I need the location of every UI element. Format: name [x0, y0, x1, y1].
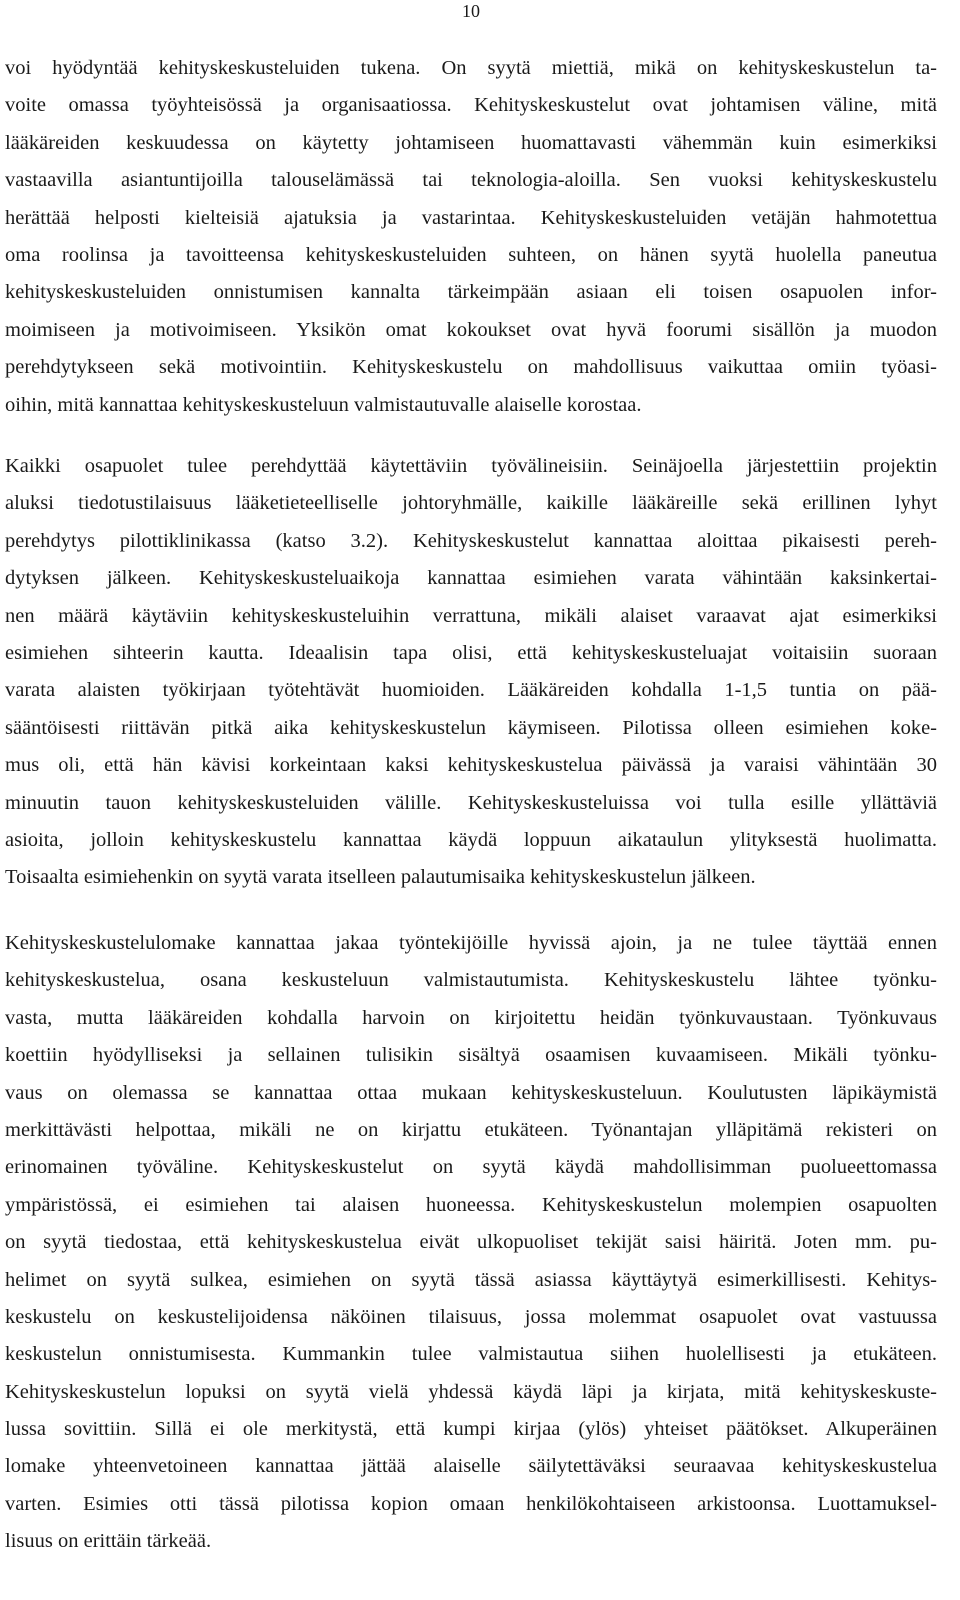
text-line: kehityskeskustelua, osana keskusteluun valmistautumista. Kehityskeskustelu lähtee työnku-	[5, 969, 937, 992]
text-line: lääkäreiden keskuudessa on käytetty johtamiseen huomattavasti vähemmän kuin esimerkiksi	[5, 131, 937, 154]
text-line: varata alaisten työkirjaan työtehtävät huomioiden. Lääkäreiden kohdalla 1-1,5 tuntia on pää-	[5, 679, 937, 702]
text-line: vasta, mutta lääkäreiden kohdalla harvoin on kirjoitettu heidän työnkuvaustaan. Työnkuvaus	[5, 1006, 937, 1029]
text-line: vastaavilla asiantuntijoilla talouselämässä tai teknologia-aloilla. Sen vuoksi kehityskeskustelu	[5, 169, 937, 192]
text-line: voite omassa työyhteisössä ja organisaatiossa. Kehityskeskustelut ovat johtamisen väline, mitä	[5, 94, 937, 117]
text-line: herättää helposti kielteisiä ajatuksia ja vastarintaa. Kehityskeskusteluiden vetäjän hahmotettua	[5, 206, 937, 229]
text-line: lisuus on erittäin tärkeää.	[5, 1530, 212, 1553]
text-line: asioita, jolloin kehityskeskustelu kannattaa käydä loppuun aikataulun ylityksestä huolimatta.	[5, 828, 937, 851]
text-line: Toisaalta esimiehenkin on syytä varata itselleen palautumisaika kehityskeskustelun jälkeen.	[5, 866, 756, 889]
text-line: Kehityskeskustelulomake kannattaa jakaa työntekijöille hyvissä ajoin, ja ne tulee täyttää ennen	[5, 932, 937, 954]
text-line: varten. Esimies otti tässä pilotissa kopion omaan henkilökohtaiseen arkistoonsa. Luottamuksel-	[5, 1492, 937, 1515]
text-line: moimiseen ja motivoimiseen. Yksikön omat kokoukset ovat hyvä foorumi sisällön ja muodon	[5, 318, 937, 341]
paragraph-1	[5, 50, 937, 424]
text-line: erinomainen työväline. Kehityskeskustelut on syytä käydä mahdollisimman puolueettomassa	[5, 1156, 937, 1179]
text-line: Kehityskeskustelun lopuksi on syytä vielä yhdessä käydä läpi ja kirjata, mitä kehityskeskuste-	[5, 1380, 937, 1403]
paragraph-3	[5, 925, 937, 1561]
text-line: merkittävästi helpottaa, mikäli ne on kirjattu etukäteen. Työnantajan ylläpitämä rekisteri on	[5, 1118, 937, 1141]
text-line: oihin, mitä kannattaa kehityskeskusteluun valmistautuvalle alaiselle korostaa.	[5, 393, 642, 416]
text-line: on syytä tiedostaa, että kehityskeskustelua eivät ulkopuoliset tekijät saisi häiritä. Joten mm. pu-	[5, 1231, 937, 1254]
text-line: Kaikki osapuolet tulee perehdyttää käytettäviin työvälineisiin. Seinäjoella järjestettiin projektin	[5, 455, 937, 477]
text-line: helimet on syytä sulkea, esimiehen on syytä tässä asiassa käyttäytyä esimerkillisesti. Kehitys-	[5, 1268, 937, 1291]
text-line: nen määrä käytäviin kehityskeskusteluihin verrattuna, mikäli alaiset varaavat ajat esimerkiksi	[5, 604, 937, 627]
text-line: kehityskeskusteluiden onnistumisen kannalta tärkeimpään asiaan eli toisen osapuolen infor-	[5, 281, 937, 304]
text-line: koettiin hyödylliseksi ja sellainen tulisikin sisältyä osaamisen kuvaamiseen. Mikäli työnku-	[5, 1044, 937, 1067]
text-line: esimiehen sihteerin kautta. Ideaalisin tapa olisi, että kehityskeskusteluajat voitaisiin suoraan	[5, 641, 937, 664]
text-line: dytyksen jälkeen. Kehityskeskusteluaikoja kannattaa esimiehen varata vähintään kaksinkertai-	[5, 567, 937, 590]
text-line: keskustelun onnistumisesta. Kummankin tulee valmistautua siihen huolellisesti ja etukäteen.	[5, 1343, 937, 1366]
paragraph-2	[5, 448, 937, 897]
text-line: perehdytykseen sekä motivointiin. Kehityskeskustelu on mahdollisuus vaikuttaa omiin työasi-	[5, 356, 937, 379]
text-line: aluksi tiedotustilaisuus lääketieteelliselle johtoryhmälle, kaikille lääkäreille sekä erillinen lyhyt	[5, 492, 937, 515]
text-line: oma roolinsa ja tavoitteensa kehityskeskusteluiden suhteen, on hänen syytä huolella paneutua	[5, 243, 937, 266]
text-line: lomake yhteenvetoineen kannattaa jättää alaiselle säilytettäväksi seuraavaa kehityskeskustelua	[5, 1455, 937, 1478]
page-number: 10	[462, 1, 480, 21]
text-line: sääntöisesti riittävän pitkä aika kehityskeskustelun käymiseen. Pilotissa olleen esimiehen koke-	[5, 716, 937, 739]
text-line: perehdytys pilottiklinikassa (katso 3.2). Kehityskeskustelut kannattaa aloittaa pikaisesti pereh-	[5, 529, 937, 552]
text-line: minuutin tauon kehityskeskusteluiden välille. Kehityskeskusteluissa voi tulla esille yllättäviä	[5, 791, 937, 814]
text-line: keskustelu on keskustelijoidensa näköinen tilaisuus, jossa molemmat osapuolet ovat vastuussa	[5, 1305, 937, 1328]
text-line: lussa sovittiin. Sillä ei ole merkitystä, että kumpi kirjaa (ylös) yhteiset päätökset. Alkuperäinen	[5, 1418, 937, 1441]
text-line: voi hyödyntää kehityskeskusteluiden tukena. On syytä miettiä, mikä on kehityskeskustelun ta-	[5, 57, 937, 79]
text-line: vaus on olemassa se kannattaa ottaa mukaan kehityskeskusteluun. Koulutusten läpikäymistä	[5, 1081, 937, 1104]
text-line: ympäristössä, ei esimiehen tai alaisen huoneessa. Kehityskeskustelun molempien osapuolten	[5, 1193, 937, 1216]
text-line: mus oli, että hän kävisi korkeintaan kaksi kehityskeskustelua päivässä ja varaisi vähintään 30	[5, 754, 937, 777]
